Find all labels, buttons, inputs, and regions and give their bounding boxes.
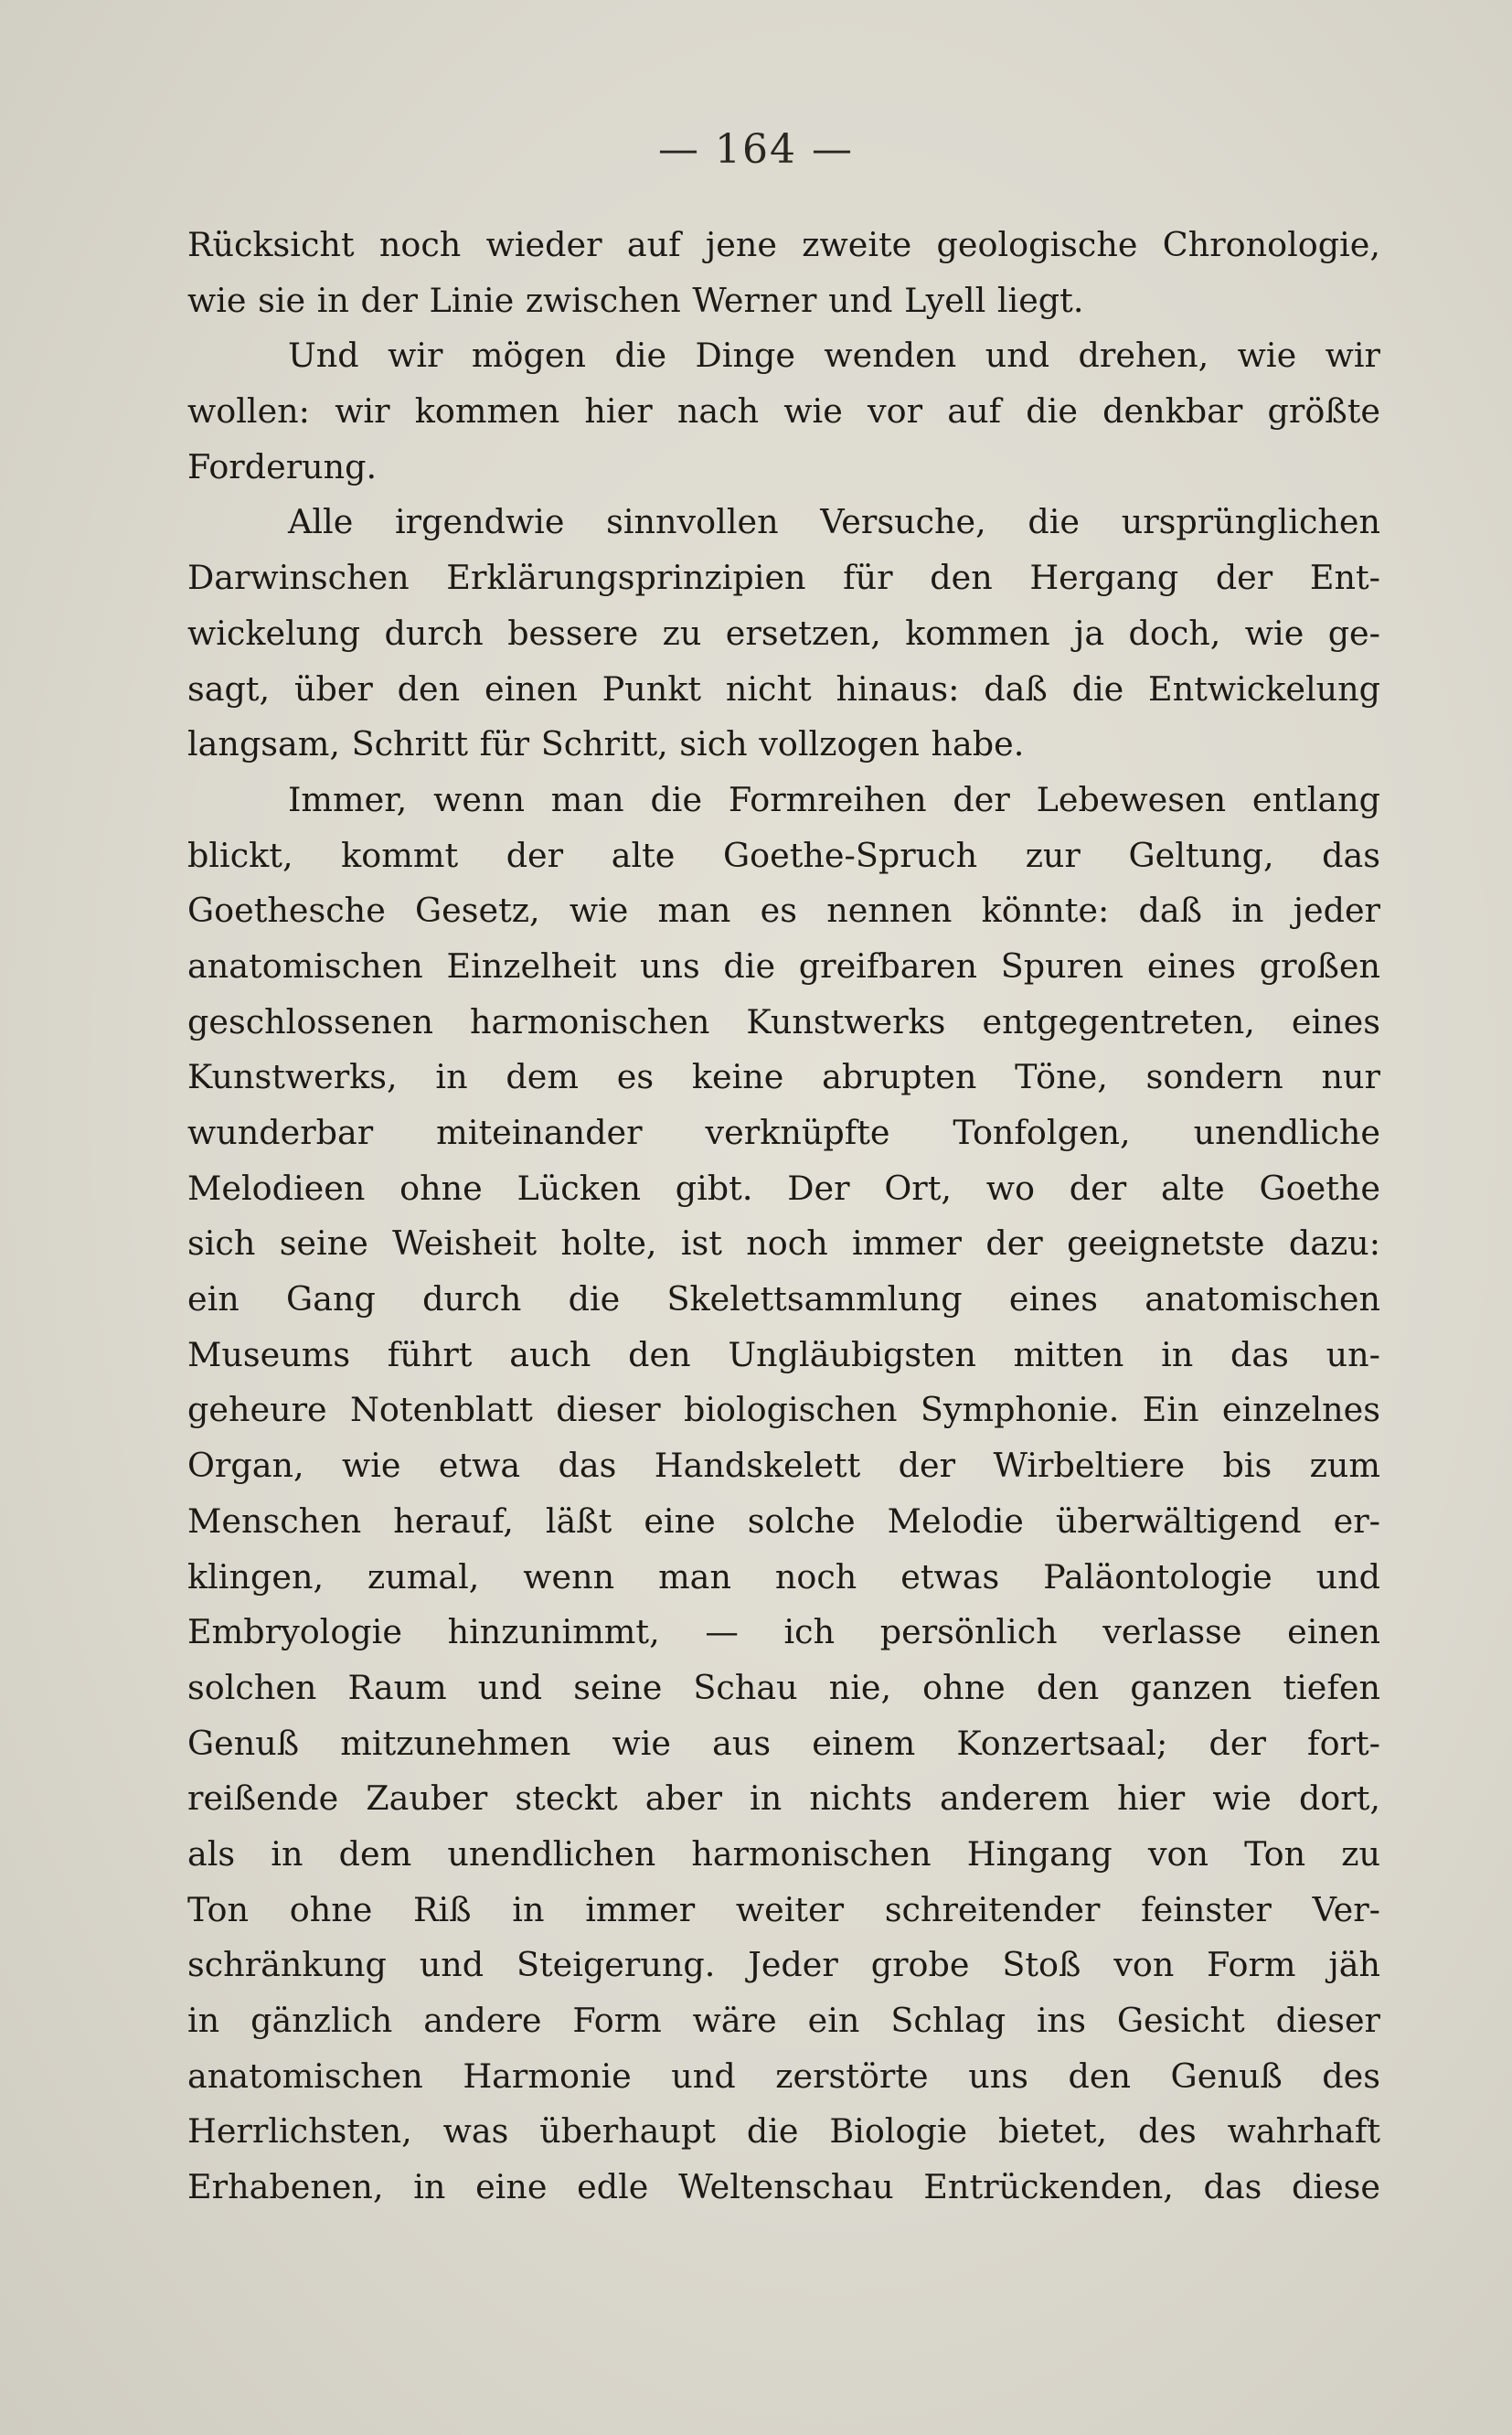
- text-line: wie sie in der Linie zwischen Werner und Lyell liegt.: [187, 280, 1084, 320]
- text-line: klingen, zumal, wenn man noch etwas Paläontologie und: [187, 1556, 1380, 1597]
- text-line: Erhabenen, in eine edle Weltenschau Entrückenden, das diese: [187, 2167, 1380, 2207]
- text-line: ein Gang durch die Skelettsammlung eines anatomischen: [187, 1279, 1380, 1319]
- text-line: wollen: wir kommen hier nach wie vor auf die denkbar größte: [187, 391, 1380, 432]
- text-line: Alle irgendwie sinnvollen Versuche, die ursprünglichen: [288, 502, 1380, 542]
- text-line: Genuß mitzunehmen wie aus einem Konzertsaal; der fort-: [187, 1723, 1380, 1763]
- text-line: Museums führt auch den Ungläubigsten mitten in das un-: [187, 1334, 1380, 1374]
- text-line: Organ, wie etwa das Handskelett der Wirbeltiere bis zum: [187, 1446, 1380, 1486]
- text-line: wunderbar miteinander verknüpfte Tonfolgen, unendliche: [187, 1113, 1380, 1152]
- text-line: Darwinschen Erklärungsprinzipien für den Hergang der Ent-: [187, 558, 1380, 598]
- text-line: reißende Zauber steckt aber in nichts anderem hier wie dort,: [187, 1778, 1380, 1819]
- page-number: — 164 —: [658, 126, 854, 173]
- text-line: Melodieen ohne Lücken gibt. Der Ort, wo der alte Goethe: [187, 1168, 1380, 1208]
- text-line: Herrlichsten, was überhaupt die Biologie bietet, des wahrhaft: [187, 2111, 1380, 2152]
- text-line: Rücksicht noch wieder auf jene zweite geologische Chronologie,: [187, 225, 1380, 264]
- text-line: geheure Notenblatt dieser biologischen Symphonie. Ein einzelnes: [187, 1390, 1380, 1430]
- text-line: Und wir mögen die Dinge wenden und drehen, wie wir: [288, 336, 1380, 376]
- body-text: [187, 218, 1380, 2216]
- text-line: Ton ohne Riß in immer weiter schreitender feinster Ver-: [187, 1889, 1380, 1929]
- text-line: Forderung.: [187, 446, 378, 486]
- text-line: Kunstwerks, in dem es keine abrupten Töne, sondern nur: [187, 1057, 1380, 1097]
- text-line: geschlossenen harmonischen Kunstwerks entgegentreten, eines: [187, 1001, 1380, 1041]
- text-line: sich seine Weisheit holte, ist noch immer der geeignetste dazu:: [187, 1223, 1380, 1264]
- text-line: als in dem unendlichen harmonischen Hingang von Ton zu: [187, 1833, 1380, 1874]
- text-line: in gänzlich andere Form wäre ein Schlag ins Gesicht dieser: [187, 2001, 1380, 2040]
- text-line: anatomischen Harmonie und zerstörte uns den Genuß des: [187, 2056, 1380, 2096]
- text-line: langsam, Schritt für Schritt, sich vollzogen habe.: [187, 724, 1025, 764]
- text-line: Goethesche Gesetz, wie man es nennen könnte: daß in jeder: [187, 891, 1380, 931]
- text-line: anatomischen Einzelheit uns die greifbaren Spuren eines großen: [187, 945, 1380, 986]
- text-line: schränkung und Steigerung. Jeder grobe Stoß von Form jäh: [187, 1945, 1380, 1985]
- text-line: blickt, kommt der alte Goethe-Spruch zur Geltung, das: [187, 835, 1380, 875]
- text-line: Immer, wenn man die Formreihen der Lebewesen entlang: [288, 779, 1380, 819]
- text-line: Embryologie hinzunimmt, — ich persönlich verlasse einen: [187, 1612, 1380, 1652]
- text-line: sagt, über den einen Punkt nicht hinaus: daß die Entwickelung: [187, 668, 1380, 709]
- text-line: Menschen herauf, läßt eine solche Melodie überwältigend er-: [187, 1501, 1380, 1541]
- text-line: solchen Raum und seine Schau nie, ohne den ganzen tiefen: [187, 1667, 1380, 1707]
- text-line: wickelung durch bessere zu ersetzen, kommen ja doch, wie ge-: [187, 613, 1380, 653]
